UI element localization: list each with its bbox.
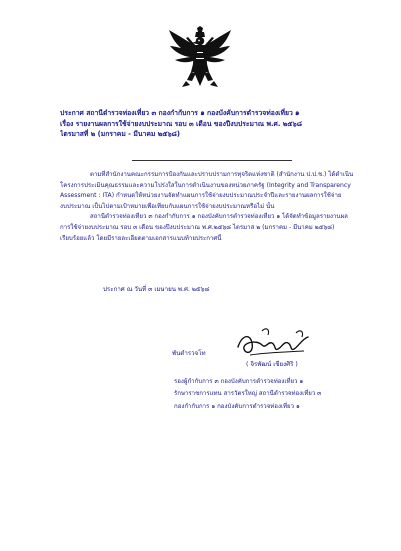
announcement-date: ประกาศ ณ วันที่ ๓ เมษายน พ.ศ. ๒๕๖๘ xyxy=(103,286,210,293)
header-subject: เรื่อง รายงานผลการใช้จ่ายงบประมาณ รอบ ๓ เดือน ของปีงบประมาณ พ.ศ. ๒๕๖๘ xyxy=(60,119,302,128)
paragraph-1-line: ตามที่สำนักงานคณะกรรมการป้องกันและปราบปรามการทุจริตแห่งชาติ (สำนักงาน ป.ป.ช.) ได้ดำเนิน xyxy=(90,171,354,178)
signatory-roles xyxy=(174,376,321,413)
signatory-role-line: รองผู้กำกับการ ๓ กองบังคับการตำรวจท่องเที่ยว ๑ xyxy=(174,378,304,385)
signatory-role-line: กองกำกับการ ๑ กองบังคับการตำรวจท่องเที่ยว ๑ xyxy=(174,402,300,410)
signatory-rank: พันตำรวจโท xyxy=(172,350,206,357)
paragraph-2-line: เรียบร้อยแล้ว โดยมีรายละเอียดตามเอกสารแนบท้ายประกาศนี้ xyxy=(60,234,222,242)
paragraph-1-line: Assessment : ITA) กำหนดให้หน่วยงานจัดทำแผนการใช้จ่ายงบประมาณประจำปีและรายงานผลการใช้จ่าย xyxy=(60,192,342,200)
garuda-emblem-icon xyxy=(168,26,232,88)
paragraph-2-line: สถานีตำรวจท่องเที่ยว ๓ กองกำกับการ ๑ กองบังคับการตำรวจท่องเที่ยว ๑ ได้จัดทำข้อมูลรายงานผล xyxy=(90,213,348,221)
signatory-name: ( จิรพัฒน์ เชียงศิริ ) xyxy=(246,361,298,368)
paragraph-2-line: การใช้จ่ายงบประมาณ รอบ ๓ เดือน ของปีงบประมาณ พ.ศ.๒๕๖๘ ไตรมาส ๒ (มกราคม - มีนาคม ๒๕๖๘) xyxy=(60,223,335,231)
paragraph-1-line: งบประมาณ เป็นไปตามเป้าหมายเพื่อเทียบกับแผนการใช้จ่ายงบประมาณหรือไม่ นั้น xyxy=(60,202,275,210)
header-title: ประกาศ สถานีตำรวจท่องเที่ยว ๓ กองกำกับการ ๑ กองบังคับการตำรวจท่องเที่ยว ๑ xyxy=(60,109,300,117)
header-divider xyxy=(132,160,292,161)
paragraph-1-line: โครงการประเมินคุณธรรมและความโปร่งใสในการดำเนินงานของหน่วยภาครัฐ (Integrity and Transparency xyxy=(60,181,351,189)
announcement-body xyxy=(60,170,360,244)
header-quarter: ไตรมาสที่ ๒ (มกราคม - มีนาคม ๒๕๖๘) xyxy=(60,130,180,138)
announcement-header xyxy=(60,108,390,140)
signatory-role-line: รักษาราชการแทน สารวัตรใหญ่ สถานีตำรวจท่องเที่ยว ๓ xyxy=(174,390,322,398)
